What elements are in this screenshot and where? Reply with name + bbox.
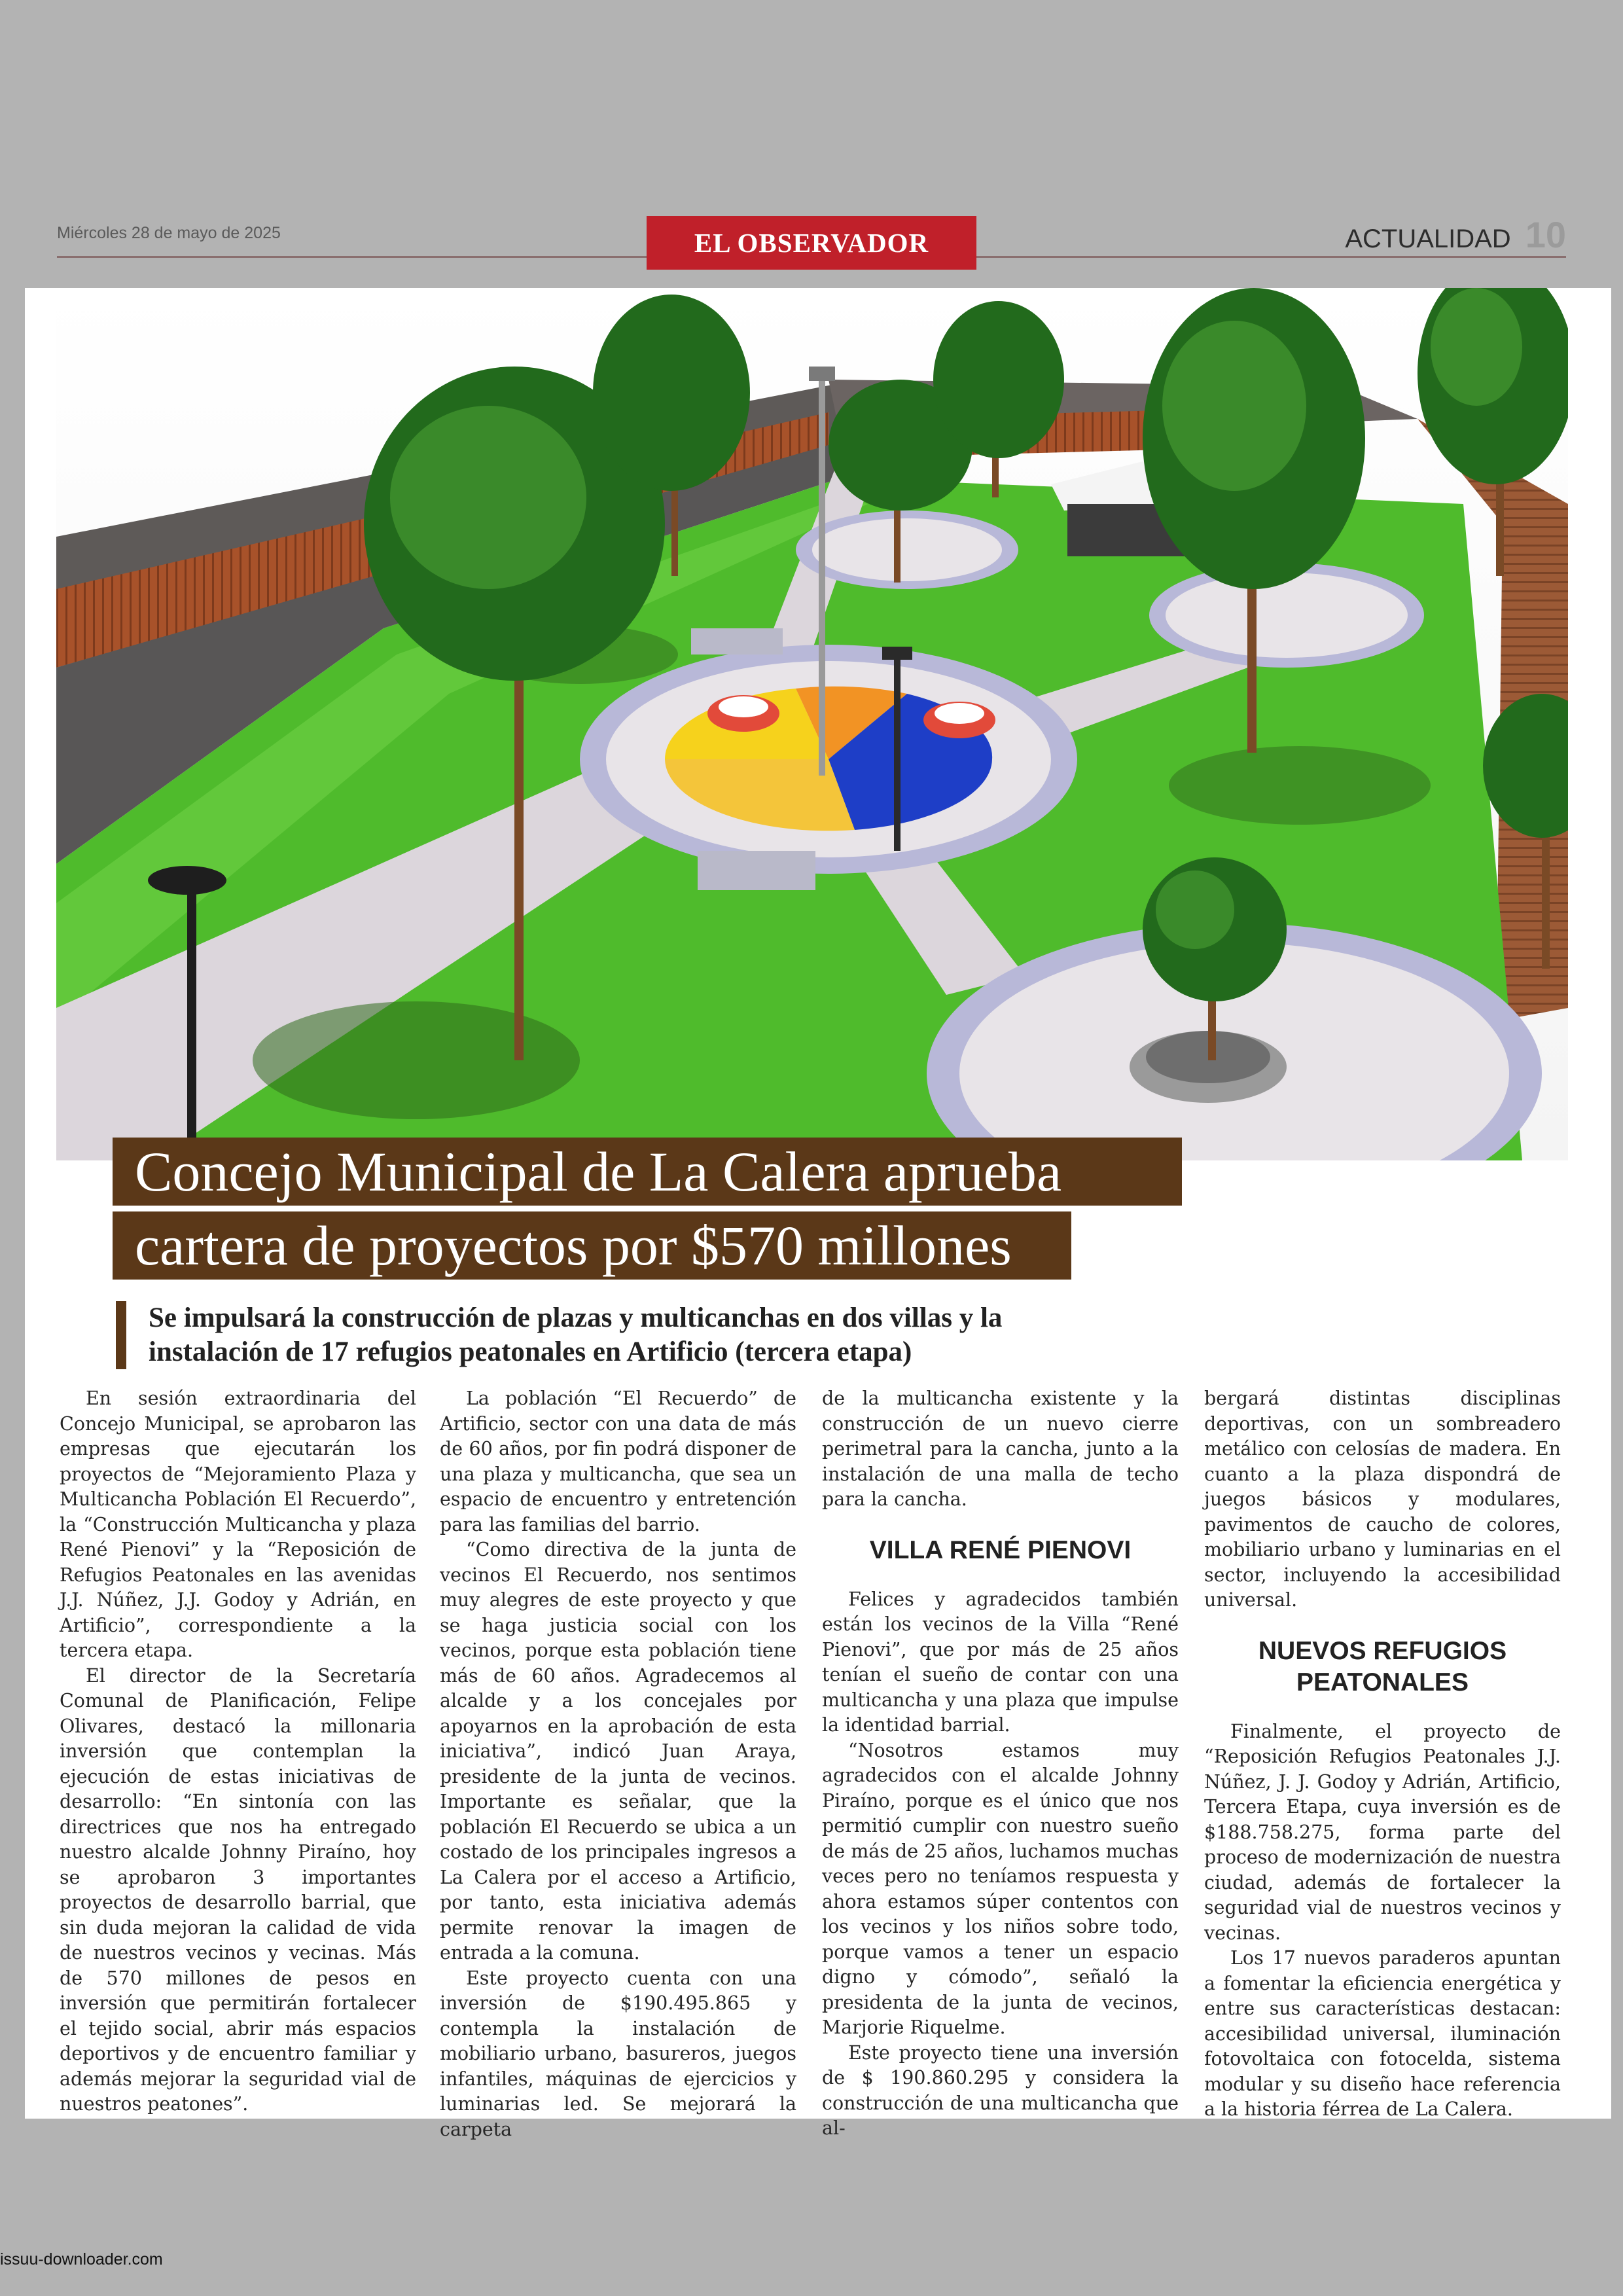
section-heading-nuevos-refugios: NUEVOS REFUGIOS PEATONALES xyxy=(1258,1636,1507,1696)
section-label xyxy=(1345,213,1566,256)
headline-line-1: Concejo Municipal de La Calera aprueba xyxy=(113,1138,1182,1206)
paragraph: de la multicancha existente y la construcción de un nuevo cierre perimetral para la cancha, junto a la instalación de una malla de techo para la cancha. xyxy=(822,1388,1179,1510)
section-heading-villa-rene-pienovi: VILLA RENÉ PIENOVI xyxy=(869,1535,1132,1564)
paragraph: Este proyecto cuenta con una inversión de $190.495.865 y contempla la instalación de mobiliario urbano, basureros, juegos infantiles, máquinas de ejercicios y luminarias led. Se mejorará la carpeta xyxy=(440,1967,796,2140)
paragraph: El director de la Secretaría Comunal de Planificación, Felipe Olivares, destacó la millonaria inversión que contemplan la ejecución de estas iniciativas de desarrollo: “En sintonía con las directrices que nos ha entregado nuestro alcalde Johnny Piraíno, hoy se aprobaron 3 importantes proyectos de desarrollo barrial, que sin duda mejoran la calidad de vida de nuestros vecinos y vecinas. Más de 570 millones de pesos en inversión que permitirán fortalecer el tejido social, abrir más espacios deportivos y de encuentro familiar y además mejorar la seguridad vial de nuestros peatones”. xyxy=(60,1664,416,2115)
headline-line-2: cartera de proyectos por $570 millones xyxy=(113,1211,1071,1280)
masthead-logo: EL OBSERVADOR xyxy=(647,216,976,270)
paragraph: “Nosotros estamos muy agradecidos con el alcalde Johnny Piraíno, porque es el único que nos permitió cumplir con nuestro sueño de más de 25 años, luchamos muchas veces pero no teníamos respuesta y ahora estamos súper contentos con los vecinos y los niños sobre todo, porque vamos a tener un espacio digno y cómodo”, señaló la presidenta de la junta de vecinos, Marjorie Riquelme. xyxy=(822,1739,1179,2038)
paragraph: Los 17 nuevos paraderos apuntan a fomentar la eficiencia energética y entre sus características destacan: accesibilidad universal, iluminación fotovoltaica con fotocelda, sistema modular y su diseño hace referencia a la historia férrea de La Calera. xyxy=(1204,1947,1561,2120)
paragraph: Felices y agradecidos también están los vecinos de la Villa “René Pienovi”, que por más de 25 años tenían el sueño de contar con una multicancha y una plaza que impulse la identidad barrial. xyxy=(822,1588,1179,1736)
article-column-3 xyxy=(822,1386,1179,2142)
paragraph: La población “El Recuerdo” de Artificio, sector con una data de más de 60 años, por fin podrá disponer de una plaza y multicancha, que sea un espacio de encuentro y entretención para las familias del barrio. xyxy=(440,1388,796,1535)
article-column-4 xyxy=(1204,1386,1561,2123)
article-column-1 xyxy=(60,1386,416,2117)
page-header xyxy=(57,216,1566,268)
plaza-rendering-image xyxy=(56,288,1568,1160)
newspaper-page xyxy=(25,288,1611,2140)
section-name: ACTUALIDAD xyxy=(1345,224,1511,253)
paragraph: bergará distintas disciplinas deportivas, con un sombreadero metálico con celosías de madera. En cuanto a la plaza dispondrá de juegos básicos y modulares, pavimentos de caucho de colores, mobiliario urbano y luminarias en el sector, incluyendo la accesibilidad universal. xyxy=(1204,1388,1561,1611)
paragraph: Finalmente, el proyecto de “Reposición Refugios Peatonales J.J. Núñez, J. J. Godoy y Adrián, Artificio, Tercera Etapa, cuya inversión es de $188.758.275, forma parte del proceso de modernización de nuestra ciudad, además de fortalecer la seguridad vial de nuestros vecinos y vecinas. xyxy=(1204,1720,1561,1944)
paragraph: Este proyecto tiene una inversión de $ 190.860.295 y considera la construcción de una multicancha que al- xyxy=(822,2041,1179,2139)
page-number: 10 xyxy=(1525,214,1566,255)
watermark: issuu-downloader.com xyxy=(0,2250,163,2269)
article-subhead: Se impulsará la construcción de plazas y multicanchas en dos villas y la instalación de 17 refugios peatonales en Artificio (tercera etapa) xyxy=(116,1301,1130,1369)
paragraph: “Como directiva de la junta de vecinos El Recuerdo, nos sentimos muy alegres de este proyecto y que se haga justicia social con los vecinos, porque esta población tiene más de 60 años. Agradecemos al alcalde y a los concejales por apoyarnos en la aprobación de esta iniciativa”, indicó Juan Araya, presidente de la junta de vecinos. Importante es señalar, que la población El Recuerdo se ubica a un costado de los principales ingresos a La Calera por el acceso a Artificio, por tanto, esta iniciativa además permite renovar la imagen de entrada a la comuna. xyxy=(440,1539,796,1964)
issue-date: Miércoles 28 de mayo de 2025 xyxy=(57,224,281,242)
article-column-2 xyxy=(440,1386,796,2142)
paragraph: En sesión extraordinaria del Concejo Municipal, se aprobaron las empresas que ejecutarán los proyectos de “Mejoramiento Plaza y Multicancha Población El Recuerdo”, la “Construcción Multicancha y plaza René Pienovi” y la “Reposición de Refugios Peatonales en las avenidas J.J. Núñez, J.J. Godoy y Adrián, en Artificio”, correspondiente a la tercera etapa. xyxy=(60,1388,416,1661)
